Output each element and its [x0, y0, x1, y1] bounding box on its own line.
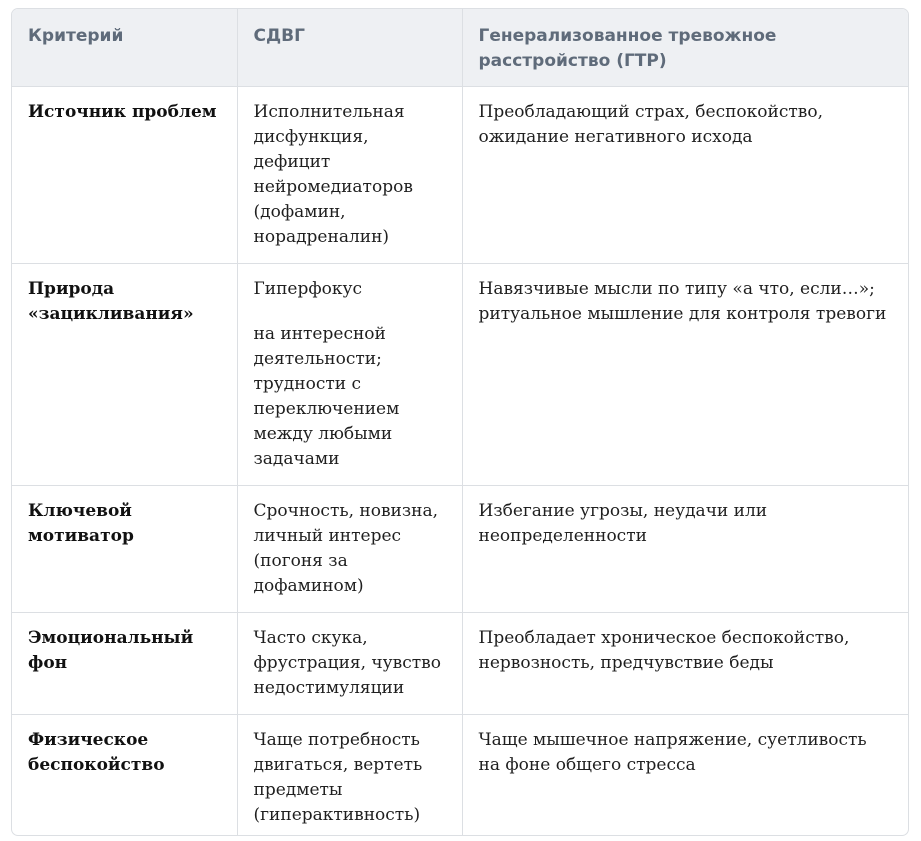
table-row — [12, 263, 908, 485]
criterion-cell: Физическое беспокойство — [12, 714, 237, 836]
header-gad: Генерализованное тревожное расстройство (ГТР) — [462, 9, 908, 86]
criterion-cell: Природа «зацикливания» — [12, 263, 237, 485]
criterion-cell: Источник проблем — [12, 86, 237, 263]
table-row — [12, 485, 908, 612]
adhd-cell — [237, 612, 462, 714]
table-header — [12, 9, 908, 86]
adhd-text: Часто скука, фрустрация, чувство недостимуляции — [253, 627, 441, 698]
adhd-text: Чаще потребность двигаться, вертеть предметы (гиперактивность) — [253, 729, 423, 825]
table-row — [12, 86, 908, 263]
criterion-cell: Ключевой мотиватор — [12, 485, 237, 612]
adhd-cell — [237, 485, 462, 612]
adhd-text: Срочность, новизна, личный интерес (погоня за дофамином) — [253, 500, 439, 596]
gad-cell: Чаще мышечное напряжение, суетливость на фоне общего стресса — [478, 729, 867, 775]
adhd-cell — [237, 714, 462, 836]
criterion-cell: Эмоциональный фон — [12, 612, 237, 714]
comparison-table — [12, 9, 908, 836]
comparison-table-container — [11, 8, 909, 836]
adhd-text: на интересной деятельности; трудности с переключением между любыми задачами — [253, 323, 400, 469]
gad-cell: Избегание угрозы, неудачи или неопределенности — [462, 485, 908, 612]
header-adhd: СДВГ — [237, 9, 462, 86]
adhd-cell — [237, 263, 462, 485]
gad-cell: Преобладающий страх, беспокойство, ожидание негативного исхода — [462, 86, 908, 263]
gad-cell: Преобладает хроническое беспокойство, нервозность, предчувствие беды — [462, 612, 908, 714]
header-row — [12, 9, 908, 86]
table-row — [12, 612, 908, 714]
table-row — [12, 714, 908, 836]
header-criterion: Критерий — [12, 9, 237, 86]
adhd-text: Исполнительная дисфункция, дефицит нейромедиаторов (дофамин, норадреналин) — [253, 101, 413, 247]
adhd-text: Гиперфокус — [253, 278, 363, 299]
adhd-cell — [237, 86, 462, 263]
gad-cell: Навязчивые мысли по типу «а что, если…»; ритуальное мышление для контроля тревоги — [462, 263, 908, 485]
table-body — [12, 86, 908, 836]
